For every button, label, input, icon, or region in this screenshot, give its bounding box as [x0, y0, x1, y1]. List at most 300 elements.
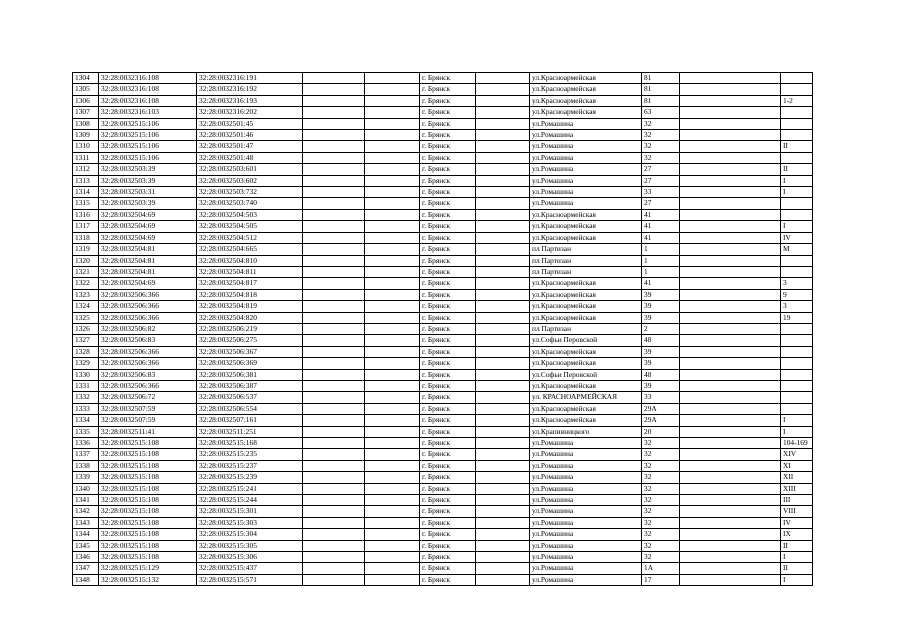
empty-col-d-cell: [680, 141, 781, 152]
house-number-cell: 41: [642, 221, 680, 232]
street-cell: ул.Красноармейская: [530, 312, 642, 323]
empty-col-b-cell: [365, 369, 420, 380]
empty-col-b-cell: [365, 84, 420, 95]
empty-col-d-cell: [680, 73, 781, 84]
empty-col-d-cell: [680, 563, 781, 574]
cadastral-number-cell: 32:28:0032504:820: [197, 312, 303, 323]
table-row: [73, 403, 813, 414]
empty-col-d-cell: [680, 84, 781, 95]
table-row: [73, 323, 813, 334]
premises-number-cell: I: [781, 552, 813, 563]
city-cell: г. Брянск: [420, 563, 476, 574]
parent-cadastral-number-cell: 32:28:0032316:108: [99, 84, 197, 95]
empty-col-c-cell: [476, 130, 530, 141]
city-cell: г. Брянск: [420, 278, 476, 289]
house-number-cell: 20: [642, 426, 680, 437]
row-number-cell: 1344: [73, 529, 99, 540]
empty-col-b-cell: [365, 209, 420, 220]
table-row: [73, 130, 813, 141]
empty-col-b-cell: [365, 472, 420, 483]
empty-col-c-cell: [476, 415, 530, 426]
empty-col-c-cell: [476, 187, 530, 198]
empty-col-d-cell: [680, 278, 781, 289]
parent-cadastral-number-cell: 32:28:0032515:108: [99, 438, 197, 449]
street-cell: ул.Красноармейская: [530, 358, 642, 369]
premises-number-cell: [781, 73, 813, 84]
empty-col-a-cell: [303, 529, 365, 540]
empty-col-a-cell: [303, 301, 365, 312]
parent-cadastral-number-cell: 32:28:0032506:83: [99, 369, 197, 380]
cadastral-number-cell: 32:28:0032506:369: [197, 358, 303, 369]
cadastral-number-cell: 32:28:0032501:45: [197, 118, 303, 129]
empty-col-c-cell: [476, 301, 530, 312]
premises-number-cell: 19: [781, 312, 813, 323]
empty-col-c-cell: [476, 84, 530, 95]
city-cell: г. Брянск: [420, 426, 476, 437]
empty-col-c-cell: [476, 73, 530, 84]
street-cell: ул.Красноармейская: [530, 301, 642, 312]
city-cell: г. Брянск: [420, 483, 476, 494]
parent-cadastral-number-cell: 32:28:0032503:31: [99, 187, 197, 198]
empty-col-a-cell: [303, 495, 365, 506]
parent-cadastral-number-cell: 32:28:0032504:69: [99, 278, 197, 289]
premises-number-cell: [781, 84, 813, 95]
cadastral-number-cell: 32:28:0032316:202: [197, 107, 303, 118]
table-row: [73, 540, 813, 551]
empty-col-d-cell: [680, 415, 781, 426]
city-cell: г. Брянск: [420, 289, 476, 300]
empty-col-c-cell: [476, 506, 530, 517]
street-cell: ул.Красноармейская: [530, 95, 642, 106]
empty-col-a-cell: [303, 449, 365, 460]
parent-cadastral-number-cell: 32:28:0032506:366: [99, 380, 197, 391]
house-number-cell: 32: [642, 517, 680, 528]
empty-col-a-cell: [303, 278, 365, 289]
cadastral-number-cell: 32:28:0032515:241: [197, 483, 303, 494]
parent-cadastral-number-cell: 32:28:0032515:108: [99, 506, 197, 517]
city-cell: г. Брянск: [420, 141, 476, 152]
cadastral-number-cell: 32:28:0032316:193: [197, 95, 303, 106]
street-cell: пл Партизан: [530, 323, 642, 334]
street-cell: ул. КРАСНОАРМЕЙСКАЯ: [530, 392, 642, 403]
house-number-cell: 63: [642, 107, 680, 118]
empty-col-b-cell: [365, 358, 420, 369]
table-row: [73, 209, 813, 220]
house-number-cell: 32: [642, 460, 680, 471]
empty-col-b-cell: [365, 301, 420, 312]
house-number-cell: 81: [642, 73, 680, 84]
row-number-cell: 1342: [73, 506, 99, 517]
empty-col-c-cell: [476, 472, 530, 483]
empty-col-d-cell: [680, 107, 781, 118]
empty-col-c-cell: [476, 517, 530, 528]
empty-col-a-cell: [303, 438, 365, 449]
city-cell: г. Брянск: [420, 301, 476, 312]
parent-cadastral-number-cell: 32:28:0032507:59: [99, 403, 197, 414]
city-cell: г. Брянск: [420, 323, 476, 334]
row-number-cell: 1333: [73, 403, 99, 414]
row-number-cell: 1334: [73, 415, 99, 426]
city-cell: г. Брянск: [420, 175, 476, 186]
cadastral-number-cell: 32:28:0032506:387: [197, 380, 303, 391]
street-cell: пл Партизан: [530, 255, 642, 266]
empty-col-c-cell: [476, 529, 530, 540]
city-cell: г. Брянск: [420, 415, 476, 426]
street-cell: ул.Ромашина: [530, 175, 642, 186]
parent-cadastral-number-cell: 32:28:0032503:39: [99, 164, 197, 175]
parent-cadastral-number-cell: 32:28:0032506:366: [99, 301, 197, 312]
city-cell: г. Брянск: [420, 449, 476, 460]
empty-col-d-cell: [680, 517, 781, 528]
parent-cadastral-number-cell: 32:28:0032504:81: [99, 244, 197, 255]
premises-number-cell: [781, 107, 813, 118]
house-number-cell: 2: [642, 323, 680, 334]
row-number-cell: 1310: [73, 141, 99, 152]
street-cell: пл Партизан: [530, 266, 642, 277]
empty-col-d-cell: [680, 495, 781, 506]
empty-col-c-cell: [476, 552, 530, 563]
street-cell: ул.Ромашина: [530, 118, 642, 129]
empty-col-d-cell: [680, 460, 781, 471]
row-number-cell: 1307: [73, 107, 99, 118]
empty-col-b-cell: [365, 517, 420, 528]
row-number-cell: 1345: [73, 540, 99, 551]
city-cell: г. Брянск: [420, 495, 476, 506]
empty-col-c-cell: [476, 152, 530, 163]
empty-col-d-cell: [680, 323, 781, 334]
street-cell: ул.Красноармейская: [530, 84, 642, 95]
city-cell: г. Брянск: [420, 187, 476, 198]
table-row: [73, 415, 813, 426]
table-row: [73, 335, 813, 346]
house-number-cell: 32: [642, 141, 680, 152]
city-cell: г. Брянск: [420, 152, 476, 163]
parent-cadastral-number-cell: 32:28:0032515:108: [99, 517, 197, 528]
house-number-cell: 32: [642, 449, 680, 460]
empty-col-c-cell: [476, 335, 530, 346]
empty-col-b-cell: [365, 449, 420, 460]
empty-col-d-cell: [680, 472, 781, 483]
house-number-cell: 1: [642, 266, 680, 277]
table-row: [73, 198, 813, 209]
premises-number-cell: I: [781, 175, 813, 186]
premises-number-cell: [781, 403, 813, 414]
row-number-cell: 1330: [73, 369, 99, 380]
row-number-cell: 1339: [73, 472, 99, 483]
street-cell: ул.Ромашина: [530, 187, 642, 198]
house-number-cell: 29А: [642, 415, 680, 426]
cadastral-number-cell: 32:28:0032501:47: [197, 141, 303, 152]
row-number-cell: 1321: [73, 266, 99, 277]
empty-col-c-cell: [476, 232, 530, 243]
premises-number-cell: I: [781, 415, 813, 426]
city-cell: г. Брянск: [420, 209, 476, 220]
row-number-cell: 1316: [73, 209, 99, 220]
premises-number-cell: 3: [781, 301, 813, 312]
table-row: [73, 574, 813, 585]
empty-col-d-cell: [680, 301, 781, 312]
row-number-cell: 1323: [73, 289, 99, 300]
empty-col-c-cell: [476, 323, 530, 334]
house-number-cell: 39: [642, 289, 680, 300]
empty-col-c-cell: [476, 278, 530, 289]
empty-col-d-cell: [680, 312, 781, 323]
table-row: [73, 266, 813, 277]
city-cell: г. Брянск: [420, 472, 476, 483]
row-number-cell: 1327: [73, 335, 99, 346]
empty-col-a-cell: [303, 232, 365, 243]
premises-number-cell: XI: [781, 460, 813, 471]
street-cell: ул.Ромашина: [530, 198, 642, 209]
cadastral-number-cell: 32:28:0032501:46: [197, 130, 303, 141]
cadastral-number-cell: 32:28:0032504:819: [197, 301, 303, 312]
empty-col-d-cell: [680, 346, 781, 357]
parent-cadastral-number-cell: 32:28:0032506:83: [99, 335, 197, 346]
empty-col-a-cell: [303, 164, 365, 175]
empty-col-a-cell: [303, 563, 365, 574]
house-number-cell: 27: [642, 175, 680, 186]
city-cell: г. Брянск: [420, 392, 476, 403]
row-number-cell: 1337: [73, 449, 99, 460]
empty-col-b-cell: [365, 438, 420, 449]
premises-number-cell: [781, 130, 813, 141]
row-number-cell: 1322: [73, 278, 99, 289]
empty-col-b-cell: [365, 266, 420, 277]
empty-col-c-cell: [476, 209, 530, 220]
table-row: [73, 312, 813, 323]
table-row: [73, 107, 813, 118]
table-row: [73, 84, 813, 95]
empty-col-c-cell: [476, 107, 530, 118]
empty-col-c-cell: [476, 426, 530, 437]
empty-col-d-cell: [680, 574, 781, 585]
row-number-cell: 1314: [73, 187, 99, 198]
premises-number-cell: [781, 335, 813, 346]
row-number-cell: 1315: [73, 198, 99, 209]
house-number-cell: 32: [642, 529, 680, 540]
street-cell: ул.Ромашина: [530, 472, 642, 483]
empty-col-b-cell: [365, 164, 420, 175]
empty-col-a-cell: [303, 118, 365, 129]
city-cell: г. Брянск: [420, 369, 476, 380]
house-number-cell: 32: [642, 483, 680, 494]
empty-col-a-cell: [303, 483, 365, 494]
empty-col-c-cell: [476, 244, 530, 255]
street-cell: ул.Красноармейская: [530, 232, 642, 243]
premises-number-cell: [781, 346, 813, 357]
street-cell: ул.Ромашина: [530, 540, 642, 551]
premises-number-cell: 1-2: [781, 95, 813, 106]
empty-col-d-cell: [680, 506, 781, 517]
premises-number-cell: IV: [781, 517, 813, 528]
empty-col-d-cell: [680, 403, 781, 414]
registry-table: [72, 72, 813, 586]
empty-col-d-cell: [680, 221, 781, 232]
street-cell: ул.Ромашина: [530, 141, 642, 152]
empty-col-d-cell: [680, 552, 781, 563]
empty-col-b-cell: [365, 244, 420, 255]
city-cell: г. Брянск: [420, 95, 476, 106]
house-number-cell: 81: [642, 84, 680, 95]
empty-col-b-cell: [365, 563, 420, 574]
street-cell: ул.Ромашина: [530, 506, 642, 517]
house-number-cell: 39: [642, 346, 680, 357]
empty-col-c-cell: [476, 266, 530, 277]
table-row: [73, 232, 813, 243]
street-cell: ул.Ромашина: [530, 164, 642, 175]
premises-number-cell: I: [781, 574, 813, 585]
empty-col-c-cell: [476, 312, 530, 323]
parent-cadastral-number-cell: 32:28:0032506:366: [99, 346, 197, 357]
cadastral-number-cell: 32:28:0032506:275: [197, 335, 303, 346]
cadastral-number-cell: 32:28:0032506:219: [197, 323, 303, 334]
city-cell: г. Брянск: [420, 552, 476, 563]
empty-col-c-cell: [476, 175, 530, 186]
empty-col-c-cell: [476, 495, 530, 506]
empty-col-b-cell: [365, 392, 420, 403]
parent-cadastral-number-cell: 32:28:0032515:108: [99, 483, 197, 494]
street-cell: ул.Ромашина: [530, 529, 642, 540]
table-row: [73, 358, 813, 369]
cadastral-number-cell: 32:28:0032506:367: [197, 346, 303, 357]
city-cell: г. Брянск: [420, 517, 476, 528]
street-cell: ул.Ромашина: [530, 574, 642, 585]
street-cell: ул.Крапивницкого: [530, 426, 642, 437]
empty-col-b-cell: [365, 323, 420, 334]
cadastral-number-cell: 32:28:0032515:235: [197, 449, 303, 460]
table-row: [73, 472, 813, 483]
city-cell: г. Брянск: [420, 164, 476, 175]
empty-col-a-cell: [303, 255, 365, 266]
empty-col-c-cell: [476, 392, 530, 403]
empty-col-a-cell: [303, 358, 365, 369]
empty-col-d-cell: [680, 266, 781, 277]
table-row: [73, 118, 813, 129]
empty-col-a-cell: [303, 95, 365, 106]
street-cell: ул.Красноармейская: [530, 380, 642, 391]
empty-col-a-cell: [303, 209, 365, 220]
house-number-cell: 32: [642, 152, 680, 163]
table-row: [73, 495, 813, 506]
cadastral-number-cell: 32:28:0032515:304: [197, 529, 303, 540]
row-number-cell: 1329: [73, 358, 99, 369]
city-cell: г. Брянск: [420, 540, 476, 551]
empty-col-d-cell: [680, 198, 781, 209]
table-row: [73, 369, 813, 380]
row-number-cell: 1346: [73, 552, 99, 563]
row-number-cell: 1325: [73, 312, 99, 323]
parent-cadastral-number-cell: 32:28:0032515:108: [99, 540, 197, 551]
empty-col-d-cell: [680, 244, 781, 255]
premises-number-cell: [781, 209, 813, 220]
empty-col-b-cell: [365, 312, 420, 323]
empty-col-b-cell: [365, 95, 420, 106]
street-cell: ул.Ромашина: [530, 517, 642, 528]
table-row: [73, 438, 813, 449]
row-number-cell: 1328: [73, 346, 99, 357]
empty-col-c-cell: [476, 95, 530, 106]
empty-col-a-cell: [303, 506, 365, 517]
empty-col-b-cell: [365, 130, 420, 141]
cadastral-number-cell: 32:28:0032504:810: [197, 255, 303, 266]
empty-col-a-cell: [303, 312, 365, 323]
empty-col-a-cell: [303, 472, 365, 483]
house-number-cell: 1: [642, 255, 680, 266]
street-cell: пл Партизан: [530, 244, 642, 255]
table-row: [73, 255, 813, 266]
street-cell: ул.Ромашина: [530, 483, 642, 494]
house-number-cell: 33: [642, 187, 680, 198]
row-number-cell: 1336: [73, 438, 99, 449]
premises-number-cell: [781, 255, 813, 266]
street-cell: ул.Ромашина: [530, 495, 642, 506]
empty-col-a-cell: [303, 574, 365, 585]
empty-col-d-cell: [680, 426, 781, 437]
parent-cadastral-number-cell: 32:28:0032515:106: [99, 118, 197, 129]
empty-col-b-cell: [365, 540, 420, 551]
street-cell: ул.Ромашина: [530, 438, 642, 449]
premises-number-cell: [781, 266, 813, 277]
cadastral-number-cell: 32:28:0032504:503: [197, 209, 303, 220]
premises-number-cell: VIII: [781, 506, 813, 517]
table-row: [73, 449, 813, 460]
empty-col-a-cell: [303, 266, 365, 277]
premises-number-cell: IV: [781, 232, 813, 243]
premises-number-cell: [781, 369, 813, 380]
street-cell: ул.Софьи Перовской: [530, 335, 642, 346]
parent-cadastral-number-cell: 32:28:0032515:108: [99, 472, 197, 483]
empty-col-b-cell: [365, 289, 420, 300]
row-number-cell: 1313: [73, 175, 99, 186]
empty-col-a-cell: [303, 335, 365, 346]
empty-col-c-cell: [476, 198, 530, 209]
street-cell: ул.Красноармейская: [530, 107, 642, 118]
row-number-cell: 1306: [73, 95, 99, 106]
house-number-cell: 32: [642, 506, 680, 517]
house-number-cell: 41: [642, 209, 680, 220]
empty-col-a-cell: [303, 187, 365, 198]
empty-col-d-cell: [680, 118, 781, 129]
empty-col-a-cell: [303, 175, 365, 186]
city-cell: г. Брянск: [420, 244, 476, 255]
premises-number-cell: [781, 358, 813, 369]
cadastral-number-cell: 32:28:0032503:740: [197, 198, 303, 209]
cadastral-number-cell: 32:28:0032504:505: [197, 221, 303, 232]
empty-col-a-cell: [303, 107, 365, 118]
empty-col-c-cell: [476, 346, 530, 357]
empty-col-a-cell: [303, 198, 365, 209]
table-row: [73, 483, 813, 494]
cadastral-number-cell: 32:28:0032511:251: [197, 426, 303, 437]
parent-cadastral-number-cell: 32:28:0032506:366: [99, 289, 197, 300]
house-number-cell: 29А: [642, 403, 680, 414]
house-number-cell: 17: [642, 574, 680, 585]
premises-number-cell: III: [781, 495, 813, 506]
row-number-cell: 1324: [73, 301, 99, 312]
empty-col-c-cell: [476, 369, 530, 380]
empty-col-b-cell: [365, 152, 420, 163]
empty-col-c-cell: [476, 460, 530, 471]
cadastral-number-cell: 32:28:0032515:571: [197, 574, 303, 585]
city-cell: г. Брянск: [420, 346, 476, 357]
table-body: [73, 73, 813, 586]
empty-col-a-cell: [303, 323, 365, 334]
empty-col-b-cell: [365, 495, 420, 506]
empty-col-c-cell: [476, 574, 530, 585]
cadastral-number-cell: 32:28:0032501:48: [197, 152, 303, 163]
table-row: [73, 552, 813, 563]
row-number-cell: 1338: [73, 460, 99, 471]
